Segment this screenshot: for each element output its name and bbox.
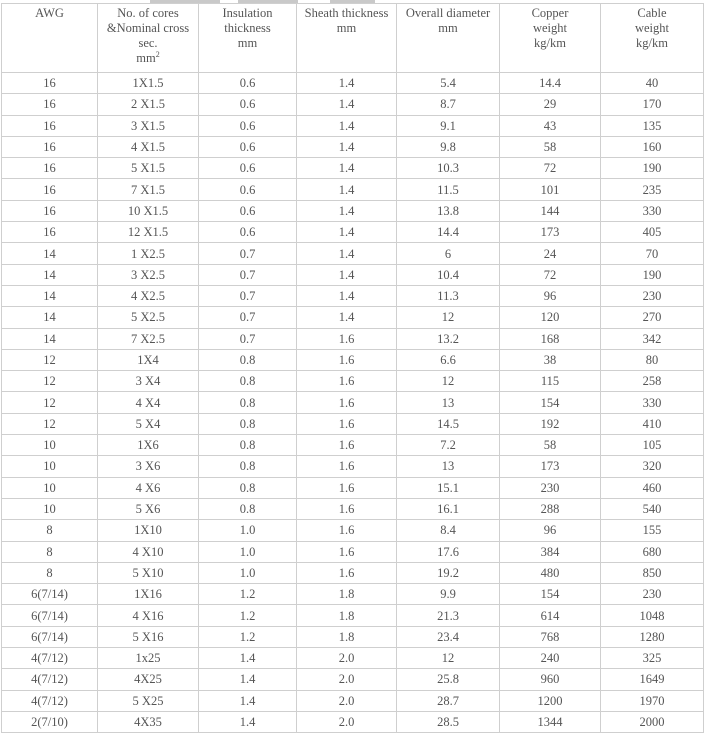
- cell-insulation: 0.6: [199, 200, 297, 221]
- table-row: [2, 73, 704, 94]
- cell-sheath: 1.8: [297, 584, 397, 605]
- cell-awg: 14: [2, 264, 98, 285]
- cell-awg: 16: [2, 200, 98, 221]
- cell-diameter: 13: [397, 392, 500, 413]
- cell-cable: 105: [601, 435, 704, 456]
- cell-cable: 1280: [601, 626, 704, 647]
- cell-awg: 16: [2, 222, 98, 243]
- column-header-sheath: [297, 4, 397, 73]
- cell-copper: 96: [500, 520, 601, 541]
- cell-sheath: 1.4: [297, 200, 397, 221]
- cell-diameter: 13.8: [397, 200, 500, 221]
- cell-copper: 168: [500, 328, 601, 349]
- cell-insulation: 0.8: [199, 371, 297, 392]
- table-header-row: [2, 4, 704, 73]
- cell-awg: 6(7/14): [2, 626, 98, 647]
- cell-diameter: 15.1: [397, 477, 500, 498]
- cell-insulation: 0.8: [199, 435, 297, 456]
- cell-sheath: 1.4: [297, 94, 397, 115]
- cell-diameter: 6.6: [397, 349, 500, 370]
- table-body: [2, 73, 704, 733]
- cell-diameter: 5.4: [397, 73, 500, 94]
- cell-cable: 680: [601, 541, 704, 562]
- table-row: [2, 200, 704, 221]
- cell-diameter: 11.5: [397, 179, 500, 200]
- cell-awg: 16: [2, 94, 98, 115]
- cell-insulation: 1.0: [199, 562, 297, 583]
- cell-cores: 5 X1.5: [98, 158, 199, 179]
- cell-cores: 4X35: [98, 711, 199, 732]
- cell-awg: 4(7/12): [2, 690, 98, 711]
- cell-cores: 7 X2.5: [98, 328, 199, 349]
- cell-insulation: 0.7: [199, 243, 297, 264]
- cell-diameter: 21.3: [397, 605, 500, 626]
- cell-sheath: 1.4: [297, 179, 397, 200]
- cell-insulation: 1.4: [199, 711, 297, 732]
- table-row: [2, 584, 704, 605]
- cell-cores: 4 X6: [98, 477, 199, 498]
- cell-diameter: 12: [397, 307, 500, 328]
- cell-cores: 4X25: [98, 669, 199, 690]
- cell-cable: 460: [601, 477, 704, 498]
- cell-insulation: 0.6: [199, 115, 297, 136]
- table-row: [2, 669, 704, 690]
- cable-spec-table: [1, 3, 704, 733]
- cell-awg: 4(7/12): [2, 669, 98, 690]
- cell-insulation: 0.8: [199, 413, 297, 434]
- cell-copper: 173: [500, 456, 601, 477]
- cell-sheath: 1.6: [297, 477, 397, 498]
- cell-copper: 115: [500, 371, 601, 392]
- cell-insulation: 0.7: [199, 264, 297, 285]
- table-row: [2, 115, 704, 136]
- cell-copper: 38: [500, 349, 601, 370]
- table-row: [2, 349, 704, 370]
- cell-insulation: 0.6: [199, 158, 297, 179]
- column-header-line: AWG: [35, 6, 64, 20]
- cell-awg: 12: [2, 392, 98, 413]
- cell-awg: 14: [2, 243, 98, 264]
- cell-copper: 24: [500, 243, 601, 264]
- cell-cores: 5 X4: [98, 413, 199, 434]
- cell-sheath: 2.0: [297, 669, 397, 690]
- cell-cable: 325: [601, 648, 704, 669]
- cell-awg: 14: [2, 328, 98, 349]
- cell-awg: 10: [2, 456, 98, 477]
- cell-cores: 5 X10: [98, 562, 199, 583]
- cell-sheath: 1.4: [297, 285, 397, 306]
- column-header-line: Copper: [531, 6, 569, 20]
- cell-diameter: 17.6: [397, 541, 500, 562]
- cell-insulation: 0.6: [199, 94, 297, 115]
- cell-insulation: 0.6: [199, 73, 297, 94]
- column-header-cable: [601, 4, 704, 73]
- cell-cable: 270: [601, 307, 704, 328]
- cell-diameter: 14.4: [397, 222, 500, 243]
- cell-awg: 12: [2, 413, 98, 434]
- cell-copper: 43: [500, 115, 601, 136]
- cell-awg: 10: [2, 477, 98, 498]
- cell-diameter: 16.1: [397, 498, 500, 519]
- cell-cable: 320: [601, 456, 704, 477]
- cell-cable: 80: [601, 349, 704, 370]
- cell-diameter: 11.3: [397, 285, 500, 306]
- cell-copper: 173: [500, 222, 601, 243]
- cell-cable: 405: [601, 222, 704, 243]
- cell-copper: 480: [500, 562, 601, 583]
- cell-sheath: 1.6: [297, 392, 397, 413]
- cell-diameter: 13: [397, 456, 500, 477]
- cell-sheath: 1.8: [297, 626, 397, 647]
- cell-awg: 10: [2, 435, 98, 456]
- column-header-line: Insulation: [222, 6, 273, 20]
- table-row: [2, 520, 704, 541]
- cell-sheath: 1.6: [297, 562, 397, 583]
- cell-awg: 8: [2, 520, 98, 541]
- cell-sheath: 1.6: [297, 371, 397, 392]
- cell-cores: 4 X10: [98, 541, 199, 562]
- cell-cores: 1X6: [98, 435, 199, 456]
- cell-cores: 3 X1.5: [98, 115, 199, 136]
- cell-awg: 16: [2, 179, 98, 200]
- cell-insulation: 1.2: [199, 605, 297, 626]
- column-header-line: kg/km: [534, 36, 566, 50]
- cell-cores: 1 X2.5: [98, 243, 199, 264]
- table-row: [2, 711, 704, 732]
- cell-cores: 1X4: [98, 349, 199, 370]
- cell-insulation: 0.8: [199, 456, 297, 477]
- cell-cores: 4 X16: [98, 605, 199, 626]
- cell-awg: 4(7/12): [2, 648, 98, 669]
- cell-diameter: 6: [397, 243, 500, 264]
- cell-copper: 960: [500, 669, 601, 690]
- cell-sheath: 2.0: [297, 648, 397, 669]
- column-header-cores: [98, 4, 199, 73]
- cell-cores: 1X16: [98, 584, 199, 605]
- cell-sheath: 1.4: [297, 136, 397, 157]
- cell-diameter: 28.7: [397, 690, 500, 711]
- table-row: [2, 562, 704, 583]
- cell-cable: 1649: [601, 669, 704, 690]
- column-header-line: $mm^2$: [136, 49, 160, 65]
- cell-cable: 330: [601, 392, 704, 413]
- cell-cable: 410: [601, 413, 704, 434]
- cell-cores: 4 X2.5: [98, 285, 199, 306]
- cell-copper: 96: [500, 285, 601, 306]
- cell-copper: 384: [500, 541, 601, 562]
- cell-cable: 70: [601, 243, 704, 264]
- column-header-line: mm: [336, 21, 357, 35]
- column-header-line: mm: [237, 36, 258, 50]
- cell-diameter: 7.2: [397, 435, 500, 456]
- cell-cable: 190: [601, 158, 704, 179]
- table-row: [2, 605, 704, 626]
- cell-diameter: 19.2: [397, 562, 500, 583]
- table-row: [2, 477, 704, 498]
- cell-copper: 614: [500, 605, 601, 626]
- column-header-line: weight: [532, 21, 568, 35]
- cell-cable: 540: [601, 498, 704, 519]
- cell-cores: 5 X25: [98, 690, 199, 711]
- cell-insulation: 0.8: [199, 392, 297, 413]
- cell-awg: 16: [2, 73, 98, 94]
- cell-cores: 3 X6: [98, 456, 199, 477]
- cell-sheath: 2.0: [297, 690, 397, 711]
- table-row: [2, 264, 704, 285]
- cell-diameter: 8.7: [397, 94, 500, 115]
- superscript-two: 2: [155, 49, 160, 59]
- cell-insulation: 0.8: [199, 349, 297, 370]
- cell-copper: 230: [500, 477, 601, 498]
- cell-awg: 12: [2, 349, 98, 370]
- table-row: [2, 690, 704, 711]
- cell-insulation: 1.4: [199, 648, 297, 669]
- cell-cable: 850: [601, 562, 704, 583]
- cell-awg: 16: [2, 115, 98, 136]
- table-row: [2, 222, 704, 243]
- cell-awg: 8: [2, 562, 98, 583]
- table-row: [2, 243, 704, 264]
- cell-copper: 192: [500, 413, 601, 434]
- cell-insulation: 1.0: [199, 520, 297, 541]
- cell-diameter: 8.4: [397, 520, 500, 541]
- cell-cable: 342: [601, 328, 704, 349]
- cell-copper: 768: [500, 626, 601, 647]
- cell-awg: 12: [2, 371, 98, 392]
- table-row: [2, 158, 704, 179]
- cell-sheath: 1.6: [297, 520, 397, 541]
- cell-insulation: 0.7: [199, 307, 297, 328]
- cell-cores: 4 X4: [98, 392, 199, 413]
- table-row: [2, 307, 704, 328]
- cell-insulation: 1.0: [199, 541, 297, 562]
- table-row: [2, 285, 704, 306]
- cell-diameter: 12: [397, 648, 500, 669]
- cell-sheath: 1.4: [297, 243, 397, 264]
- cell-copper: 144: [500, 200, 601, 221]
- cell-cable: 2000: [601, 711, 704, 732]
- column-header-line: mm: [438, 21, 458, 35]
- cell-copper: 120: [500, 307, 601, 328]
- cell-sheath: 1.6: [297, 498, 397, 519]
- cell-insulation: 1.4: [199, 669, 297, 690]
- cell-copper: 58: [500, 136, 601, 157]
- cell-copper: 154: [500, 392, 601, 413]
- table-row: [2, 435, 704, 456]
- column-header-line: sec.: [138, 36, 158, 50]
- cell-diameter: 9.8: [397, 136, 500, 157]
- cell-sheath: 1.4: [297, 73, 397, 94]
- cell-copper: 72: [500, 264, 601, 285]
- column-header-line: weight: [634, 21, 670, 35]
- cell-cable: 258: [601, 371, 704, 392]
- cell-sheath: 1.6: [297, 541, 397, 562]
- column-header-line: Overall diameter: [405, 6, 491, 20]
- cell-cores: 4 X1.5: [98, 136, 199, 157]
- cell-cable: 170: [601, 94, 704, 115]
- cell-sheath: 1.8: [297, 605, 397, 626]
- cell-cores: 1X10: [98, 520, 199, 541]
- cell-copper: 29: [500, 94, 601, 115]
- column-header-line: thickness: [224, 21, 271, 35]
- cell-cores: 5 X2.5: [98, 307, 199, 328]
- cell-cable: 155: [601, 520, 704, 541]
- cell-awg: 16: [2, 136, 98, 157]
- table-row: [2, 626, 704, 647]
- cell-sheath: 1.4: [297, 307, 397, 328]
- cell-cable: 135: [601, 115, 704, 136]
- cell-cores: 7 X1.5: [98, 179, 199, 200]
- cell-diameter: 9.9: [397, 584, 500, 605]
- cell-insulation: 0.7: [199, 328, 297, 349]
- cell-copper: 240: [500, 648, 601, 669]
- table-row: [2, 392, 704, 413]
- cell-cores: 3 X2.5: [98, 264, 199, 285]
- column-header-line: Cable: [637, 6, 667, 20]
- cell-copper: 14.4: [500, 73, 601, 94]
- cell-diameter: 23.4: [397, 626, 500, 647]
- cell-cable: 40: [601, 73, 704, 94]
- column-header-diameter: [397, 4, 500, 73]
- cell-cores: 10 X1.5: [98, 200, 199, 221]
- cell-cores: 2 X1.5: [98, 94, 199, 115]
- cell-insulation: 0.6: [199, 179, 297, 200]
- table-row: [2, 498, 704, 519]
- cell-insulation: 1.2: [199, 584, 297, 605]
- cell-cable: 190: [601, 264, 704, 285]
- cell-awg: 6(7/14): [2, 605, 98, 626]
- cell-diameter: 13.2: [397, 328, 500, 349]
- cell-sheath: 1.6: [297, 413, 397, 434]
- column-header-copper: [500, 4, 601, 73]
- table-row: [2, 413, 704, 434]
- cell-copper: 288: [500, 498, 601, 519]
- cell-sheath: 1.4: [297, 158, 397, 179]
- cell-cores: 3 X4: [98, 371, 199, 392]
- column-header-awg: [2, 4, 98, 73]
- cell-awg: 14: [2, 307, 98, 328]
- cell-cable: 235: [601, 179, 704, 200]
- cell-diameter: 10.4: [397, 264, 500, 285]
- cell-cores: 1X1.5: [98, 73, 199, 94]
- cell-insulation: 0.8: [199, 477, 297, 498]
- cell-sheath: 1.6: [297, 349, 397, 370]
- cell-sheath: 1.4: [297, 222, 397, 243]
- cell-cable: 230: [601, 285, 704, 306]
- cell-sheath: 2.0: [297, 711, 397, 732]
- cell-diameter: 10.3: [397, 158, 500, 179]
- cell-sheath: 1.6: [297, 435, 397, 456]
- table-row: [2, 371, 704, 392]
- cell-cable: 230: [601, 584, 704, 605]
- table-row: [2, 136, 704, 157]
- table-row: [2, 456, 704, 477]
- cell-cores: 1x25: [98, 648, 199, 669]
- cell-diameter: 9.1: [397, 115, 500, 136]
- cell-copper: 1200: [500, 690, 601, 711]
- cell-diameter: 25.8: [397, 669, 500, 690]
- cell-diameter: 14.5: [397, 413, 500, 434]
- table-row: [2, 541, 704, 562]
- cell-sheath: 1.4: [297, 115, 397, 136]
- cell-awg: 10: [2, 498, 98, 519]
- cell-insulation: 1.4: [199, 690, 297, 711]
- cell-cores: 12 X1.5: [98, 222, 199, 243]
- cell-copper: 58: [500, 435, 601, 456]
- table-row: [2, 94, 704, 115]
- cell-cable: 160: [601, 136, 704, 157]
- cell-awg: 16: [2, 158, 98, 179]
- cell-sheath: 1.6: [297, 456, 397, 477]
- cell-awg: 6(7/14): [2, 584, 98, 605]
- table-row: [2, 179, 704, 200]
- cell-cores: 5 X16: [98, 626, 199, 647]
- cell-diameter: 12: [397, 371, 500, 392]
- cell-sheath: 1.6: [297, 328, 397, 349]
- column-header-line: &Nominal cross: [106, 21, 190, 35]
- cell-cable: 1048: [601, 605, 704, 626]
- cell-copper: 154: [500, 584, 601, 605]
- cell-awg: 8: [2, 541, 98, 562]
- cell-cores: 5 X6: [98, 498, 199, 519]
- column-header-line: Sheath thickness: [304, 6, 389, 20]
- column-header-insulation: [199, 4, 297, 73]
- cell-insulation: 0.6: [199, 136, 297, 157]
- cell-awg: 14: [2, 285, 98, 306]
- cell-insulation: 0.8: [199, 498, 297, 519]
- cell-copper: 101: [500, 179, 601, 200]
- column-header-line: No. of cores: [117, 6, 179, 20]
- cell-insulation: 0.6: [199, 222, 297, 243]
- table-row: [2, 648, 704, 669]
- column-header-line: kg/km: [636, 36, 668, 50]
- cell-copper: 1344: [500, 711, 601, 732]
- table-row: [2, 328, 704, 349]
- cell-awg: 2(7/10): [2, 711, 98, 732]
- cell-diameter: 28.5: [397, 711, 500, 732]
- cell-sheath: 1.4: [297, 264, 397, 285]
- cell-cable: 330: [601, 200, 704, 221]
- cell-insulation: 1.2: [199, 626, 297, 647]
- cell-copper: 72: [500, 158, 601, 179]
- cell-insulation: 0.7: [199, 285, 297, 306]
- cell-cable: 1970: [601, 690, 704, 711]
